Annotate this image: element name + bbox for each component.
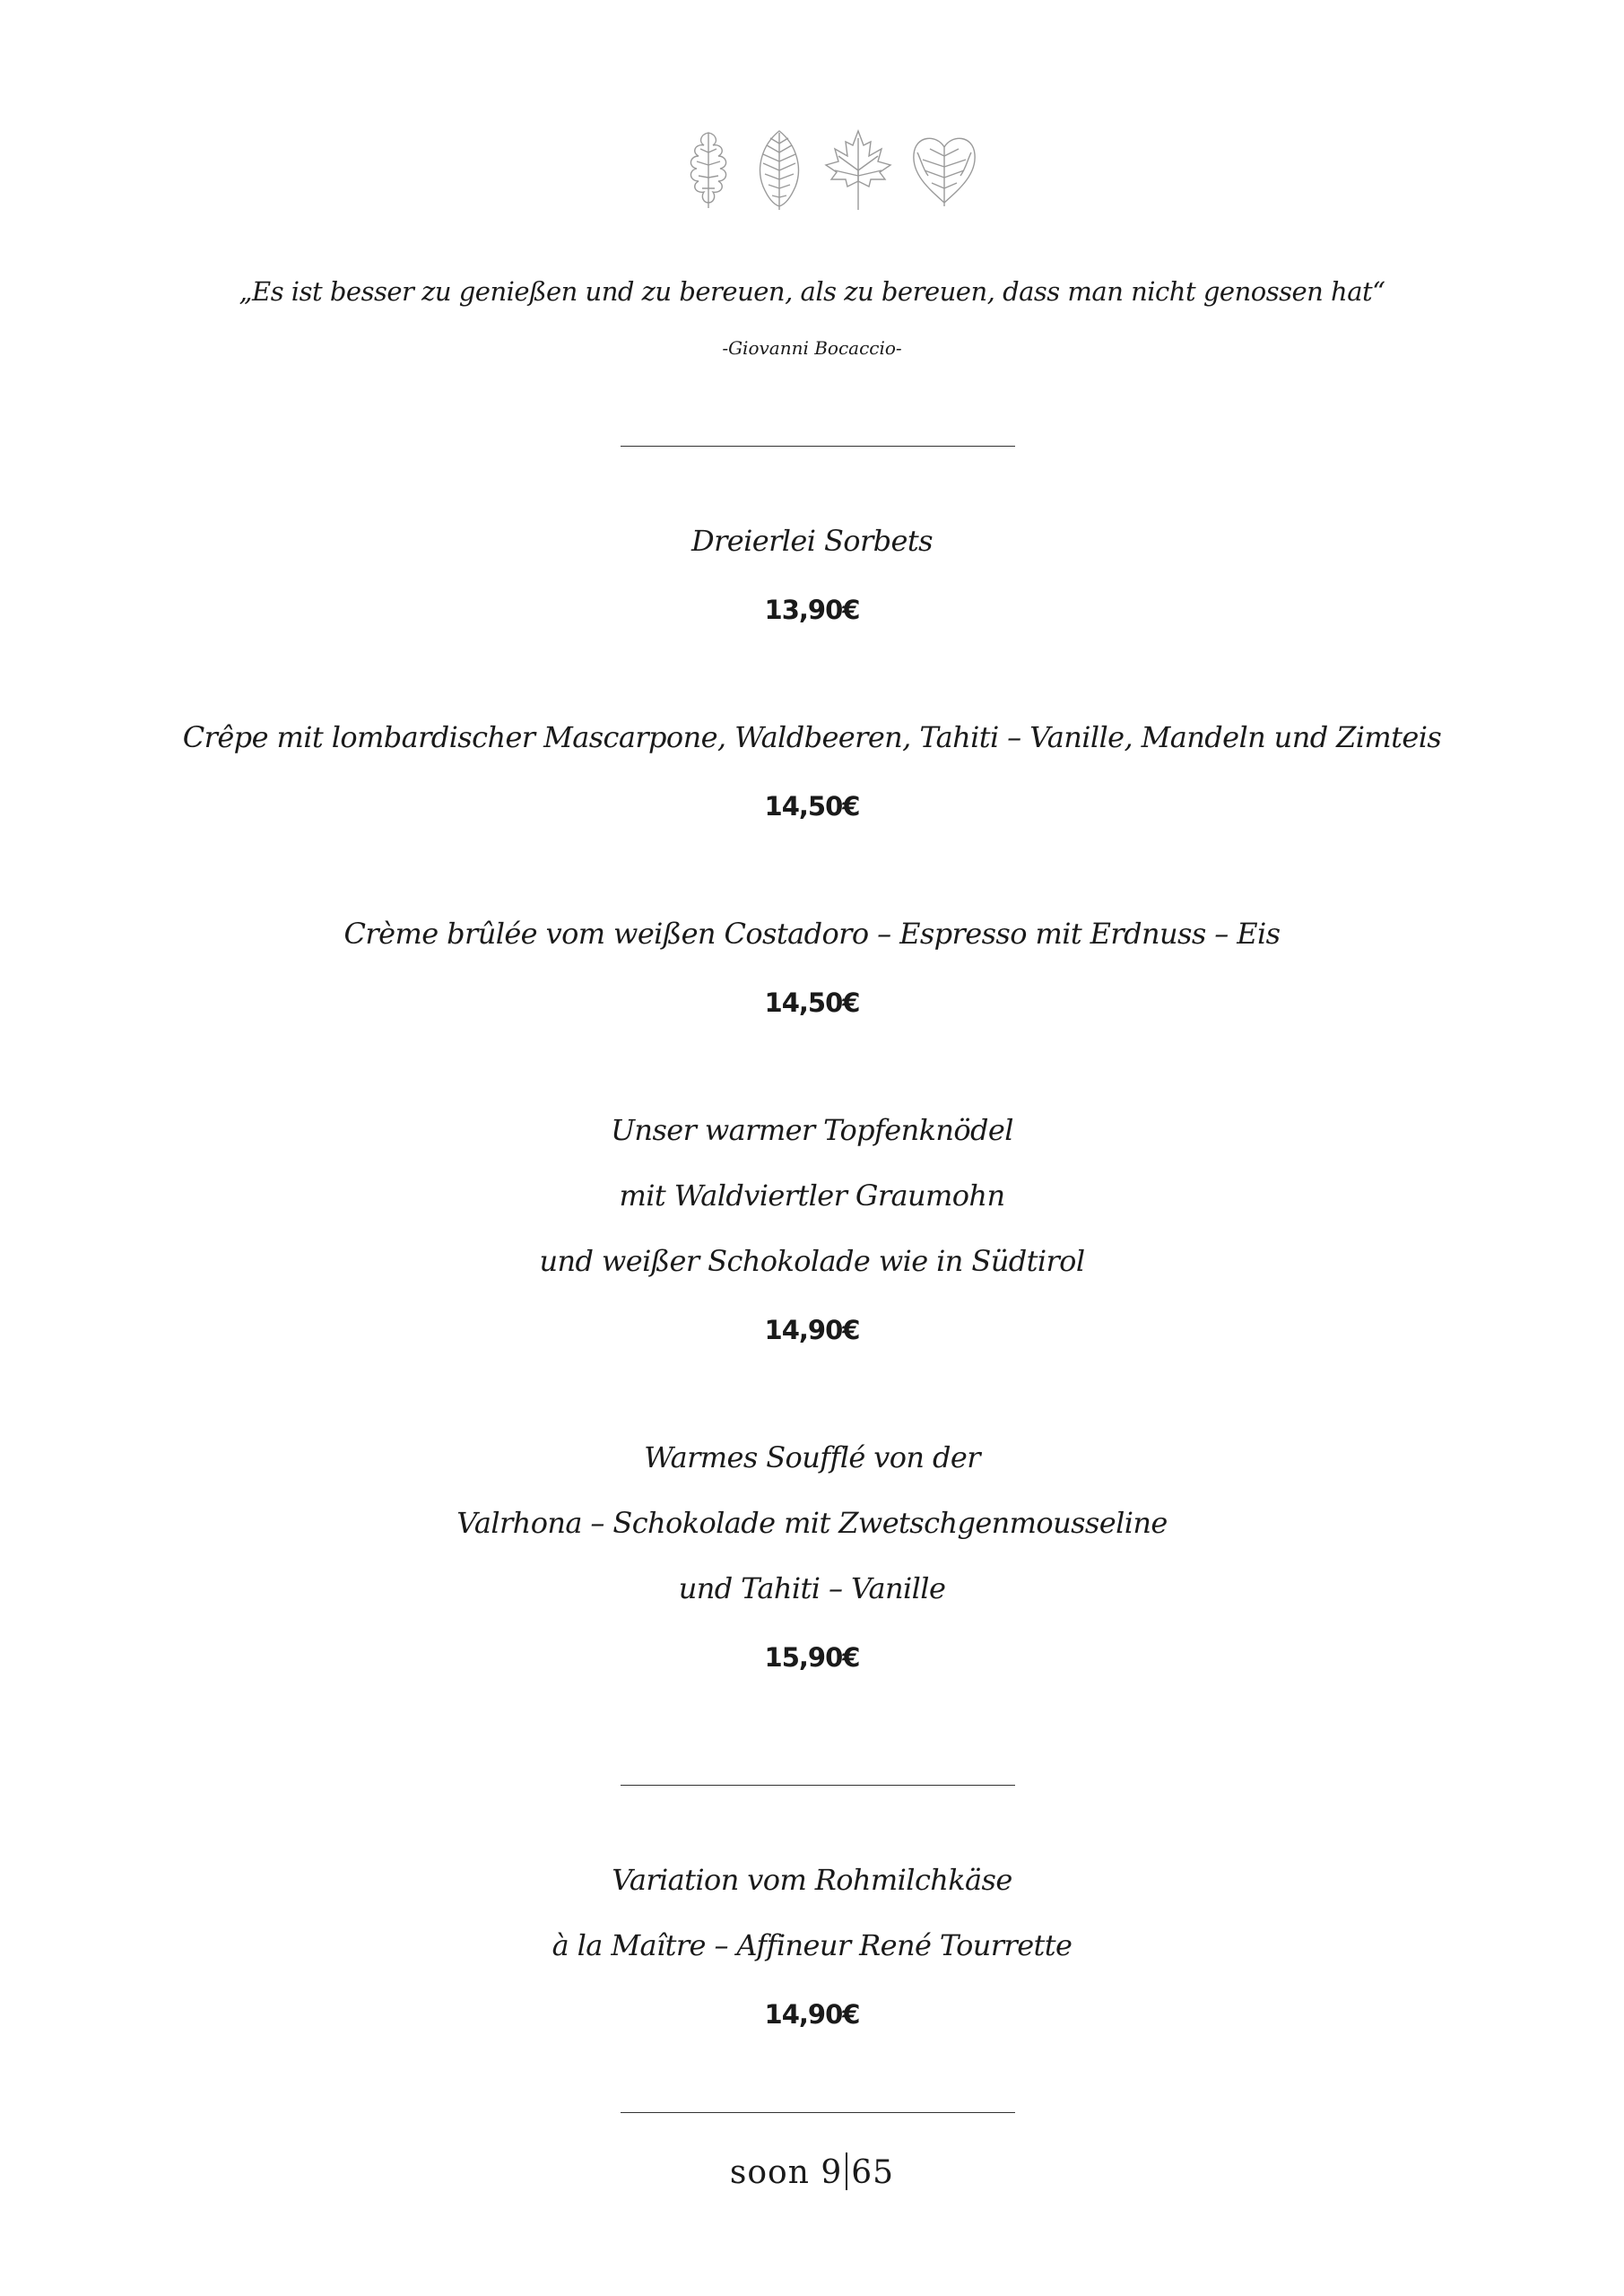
- page-footer: [0, 2152, 1624, 2191]
- linden-leaf-icon: [910, 126, 978, 212]
- footer-separator: [846, 2152, 847, 2190]
- dish-price: 14,50€: [764, 791, 860, 822]
- dish-price: 13,90€: [764, 595, 860, 625]
- divider-middle: [621, 1785, 1015, 1786]
- dish-name: Valrhona – Schokolade mit Zwetschgenmousseline: [456, 1506, 1168, 1540]
- dish-price: 15,90€: [764, 1642, 860, 1673]
- footer-page-total: 65: [851, 2154, 895, 2191]
- dish-name: Crêpe mit lombardischer Mascarpone, Waldbeeren, Tahiti – Vanille, Mandeln und Zimteis: [182, 720, 1442, 754]
- dish-name: und weißer Schokolade wie in Südtirol: [539, 1244, 1085, 1278]
- footer-brand: soon: [729, 2154, 810, 2191]
- divider-bottom: [621, 2112, 1015, 2113]
- dish-name: und Tahiti – Vanille: [678, 1571, 946, 1605]
- dish-name: mit Waldviertler Graumohn: [619, 1178, 1005, 1213]
- cheese-name: Variation vom Rohmilchkäse: [612, 1863, 1012, 1897]
- divider-top: [621, 446, 1015, 447]
- dish-name: Warmes Soufflé von der: [644, 1440, 980, 1474]
- footer-page-number: 9: [821, 2154, 843, 2191]
- quote-text: „Es ist besser zu genießen und zu bereuen, als zu bereuen, dass man nicht genossen hat“: [239, 276, 1385, 307]
- birch-leaf-icon: [752, 126, 806, 212]
- quote-author: -Giovanni Bocaccio-: [722, 337, 902, 359]
- maple-leaf-icon: [822, 126, 894, 212]
- leaf-decoration: [668, 124, 991, 213]
- dish-name: Unser warmer Topfenknödel: [611, 1113, 1013, 1147]
- oak-leaf-icon: [681, 126, 736, 212]
- dish-name: Dreierlei Sorbets: [691, 524, 933, 558]
- cheese-price: 14,90€: [764, 1999, 860, 2030]
- dish-name: Crème brûlée vom weißen Costadoro – Espresso mit Erdnuss – Eis: [343, 917, 1281, 951]
- dish-price: 14,90€: [764, 1315, 860, 1345]
- dish-price: 14,50€: [764, 987, 860, 1018]
- cheese-name: à la Maître – Affineur René Tourrette: [551, 1928, 1073, 1962]
